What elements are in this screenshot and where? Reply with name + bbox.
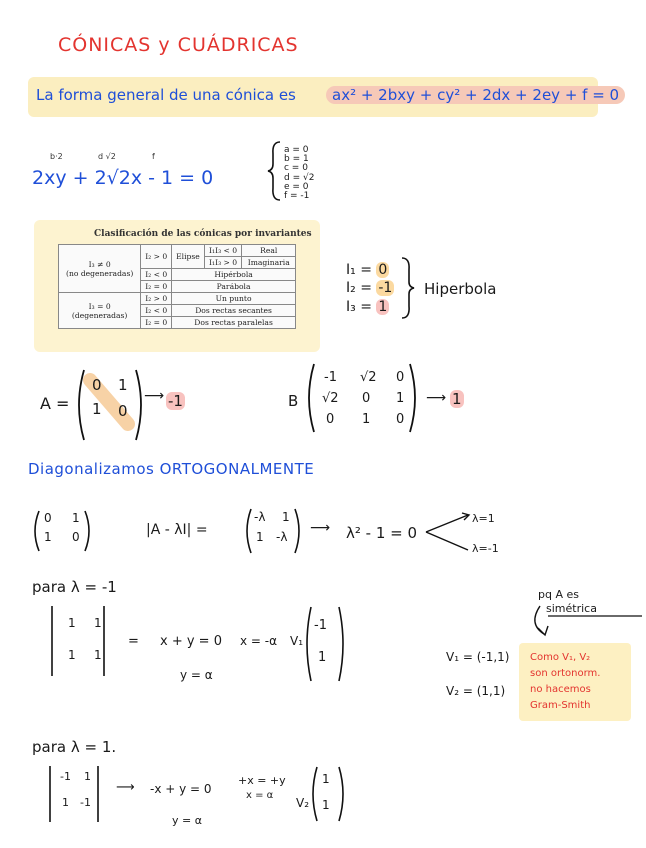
coefficient-list: a = 0 b = 1 c = 0 d = √2 e = 0 f = -1: [284, 145, 315, 202]
equals-sign: =: [128, 634, 139, 649]
matrix-cell: 1: [44, 530, 52, 544]
table-title: Clasificación de las cónicas por invariantes: [94, 229, 312, 239]
table-cell: I₃ ≠ 0: [88, 259, 111, 269]
classification-table: [58, 244, 296, 329]
matrix-cell: 0: [362, 391, 371, 406]
vector-component: 1: [322, 772, 330, 786]
case2-det-bars: [44, 764, 104, 824]
matrix-cell: 1: [68, 648, 76, 662]
symmetric-reason-2: simétrica: [546, 602, 597, 615]
invariant-value: 0: [378, 262, 388, 278]
matrix-cell: 1: [256, 530, 264, 544]
table-cell: I₂ = 0: [141, 281, 172, 293]
case1-param-y: y = α: [180, 668, 213, 682]
matrix-cell: 0: [396, 412, 405, 427]
table-cell: I₂ < 0: [141, 305, 172, 317]
note-line: no hacemos: [530, 684, 591, 695]
branch-arrows-icon: [424, 510, 472, 554]
matrix-a-determinant: -1: [168, 392, 183, 410]
matrix-a-brackets: [72, 366, 148, 444]
table-cell: Dos rectas paralelas: [172, 317, 296, 329]
note-line: son ortonorm.: [530, 668, 601, 679]
invariant-label: I₃ =: [346, 299, 372, 315]
table-cell: I₂ > 0: [141, 293, 172, 305]
arrow-icon: ⟶: [144, 388, 165, 404]
case1-vector-label: V₁: [290, 634, 304, 648]
curved-arrow-icon: [510, 598, 646, 638]
characteristic-equation: λ² - 1 = 0: [346, 524, 418, 542]
conic-type-result: Hiperbola: [424, 280, 497, 298]
table-cell: I₂ > 0: [141, 245, 172, 269]
table-cell: Un punto: [172, 293, 296, 305]
note-x: d √2: [98, 152, 116, 161]
matrix-cell: 1: [362, 412, 371, 427]
matrix-cell: 0: [44, 511, 52, 525]
vector-component: 1: [318, 650, 327, 665]
matrix-cell: √2: [360, 370, 377, 385]
matrix-cell: 1: [92, 400, 102, 418]
case2-vector-label: V₂: [296, 796, 310, 810]
matrix-cell: 1: [72, 511, 80, 525]
arrow-icon: ⟶: [426, 390, 447, 406]
eigenvector-v1: V₁ = (-1,1): [446, 650, 510, 664]
invariant-i3: [346, 299, 389, 315]
characteristic-label: |A - λI| =: [146, 522, 208, 538]
matrix-a-label: A =: [40, 394, 70, 413]
matrix-b-determinant: 1: [452, 390, 462, 408]
case1-vector-brackets: [302, 604, 348, 684]
eigenvector-v2: V₂ = (1,1): [446, 684, 506, 698]
matrix-cell: 1: [396, 391, 405, 406]
diag-matrix-brackets: [30, 508, 94, 554]
case2-param-y: y = α: [172, 814, 202, 827]
case1-label: para λ = -1: [32, 578, 117, 596]
eigenvalue-root-2: λ=-1: [472, 542, 499, 555]
char-matrix-brackets: [242, 506, 304, 556]
invariant-label: I₂ =: [346, 280, 372, 296]
table-cell: (degeneradas): [71, 310, 128, 320]
table-cell: I₁I₃ > 0: [204, 257, 242, 269]
table-cell: (no degeneradas): [65, 268, 134, 278]
table-cell: Elipse: [172, 245, 205, 269]
table-cell: Hipérbola: [172, 269, 296, 281]
matrix-b-label: B: [288, 392, 299, 410]
matrix-cell: 0: [92, 376, 102, 394]
matrix-cell: -λ: [254, 510, 266, 524]
section-title: Diagonalizamos ORTOGONALMENTE: [28, 460, 315, 478]
note-const: f: [152, 152, 155, 161]
case2-param-x: +x = +y: [238, 774, 286, 787]
table-cell: I₁I₃ < 0: [204, 245, 242, 257]
matrix-cell: 0: [118, 402, 128, 420]
invariant-i2: [346, 280, 394, 296]
note-line: Gram-Smith: [530, 700, 591, 711]
matrix-cell: 1: [94, 616, 102, 630]
table-group-nondegenerate: [59, 245, 141, 293]
table-cell: I₂ < 0: [141, 269, 172, 281]
matrix-cell: 1: [68, 616, 76, 630]
table-cell: Real: [242, 245, 296, 257]
matrix-cell: 0: [72, 530, 80, 544]
note-xy: b·2: [50, 152, 63, 161]
matrix-cell: √2: [322, 391, 339, 406]
case2-equation: -x + y = 0: [150, 782, 212, 796]
eigenvalue-root-1: λ=1: [472, 512, 495, 525]
page-title: CÓNICAS y CUÁDRICAS: [58, 34, 299, 56]
case2-param-x2: x = α: [246, 790, 274, 801]
vector-component: 1: [322, 798, 330, 812]
matrix-cell: 0: [396, 370, 405, 385]
vector-component: -1: [314, 618, 327, 633]
invariant-value: 1: [378, 299, 388, 315]
case2-label: para λ = 1.: [32, 738, 117, 756]
example-equation: 2xy + 2√2x - 1 = 0: [32, 167, 214, 189]
matrix-cell: -1: [324, 370, 337, 385]
invariant-label: I₁ =: [346, 262, 372, 278]
matrix-cell: 1: [282, 510, 290, 524]
table-cell: I₂ = 0: [141, 317, 172, 329]
arrow-icon: ⟶: [310, 520, 331, 536]
matrix-cell: 1: [118, 376, 128, 394]
matrix-cell: 1: [84, 770, 91, 783]
matrix-cell: 0: [326, 412, 335, 427]
table-cell: Dos rectas secantes: [172, 305, 296, 317]
matrix-cell: -1: [60, 770, 71, 783]
case1-equation: x + y = 0: [160, 634, 222, 649]
invariant-i1: [346, 262, 389, 278]
note-line: Como V₁, V₂: [530, 652, 591, 663]
table-cell: Parábola: [172, 281, 296, 293]
coef-brace-icon: [266, 140, 284, 202]
general-form-text: La forma general de una cónica es: [36, 86, 296, 104]
case1-param-x: x = -α: [240, 634, 278, 648]
invariant-value: -1: [378, 280, 393, 296]
matrix-cell: 1: [94, 648, 102, 662]
table-cell: I₃ = 0: [88, 301, 111, 311]
matrix-cell: -1: [80, 796, 91, 809]
table-cell: Imaginaria: [242, 257, 296, 269]
matrix-cell: 1: [62, 796, 69, 809]
symmetric-reason-1: pq A es: [538, 588, 579, 601]
general-form-equation: ax² + 2bxy + cy² + 2dx + 2ey + f = 0: [326, 86, 625, 104]
arrow-icon: ⟶: [116, 780, 135, 795]
invariants-brace-icon: [400, 256, 416, 320]
matrix-cell: -λ: [276, 530, 288, 544]
table-group-degenerate: [59, 293, 141, 329]
